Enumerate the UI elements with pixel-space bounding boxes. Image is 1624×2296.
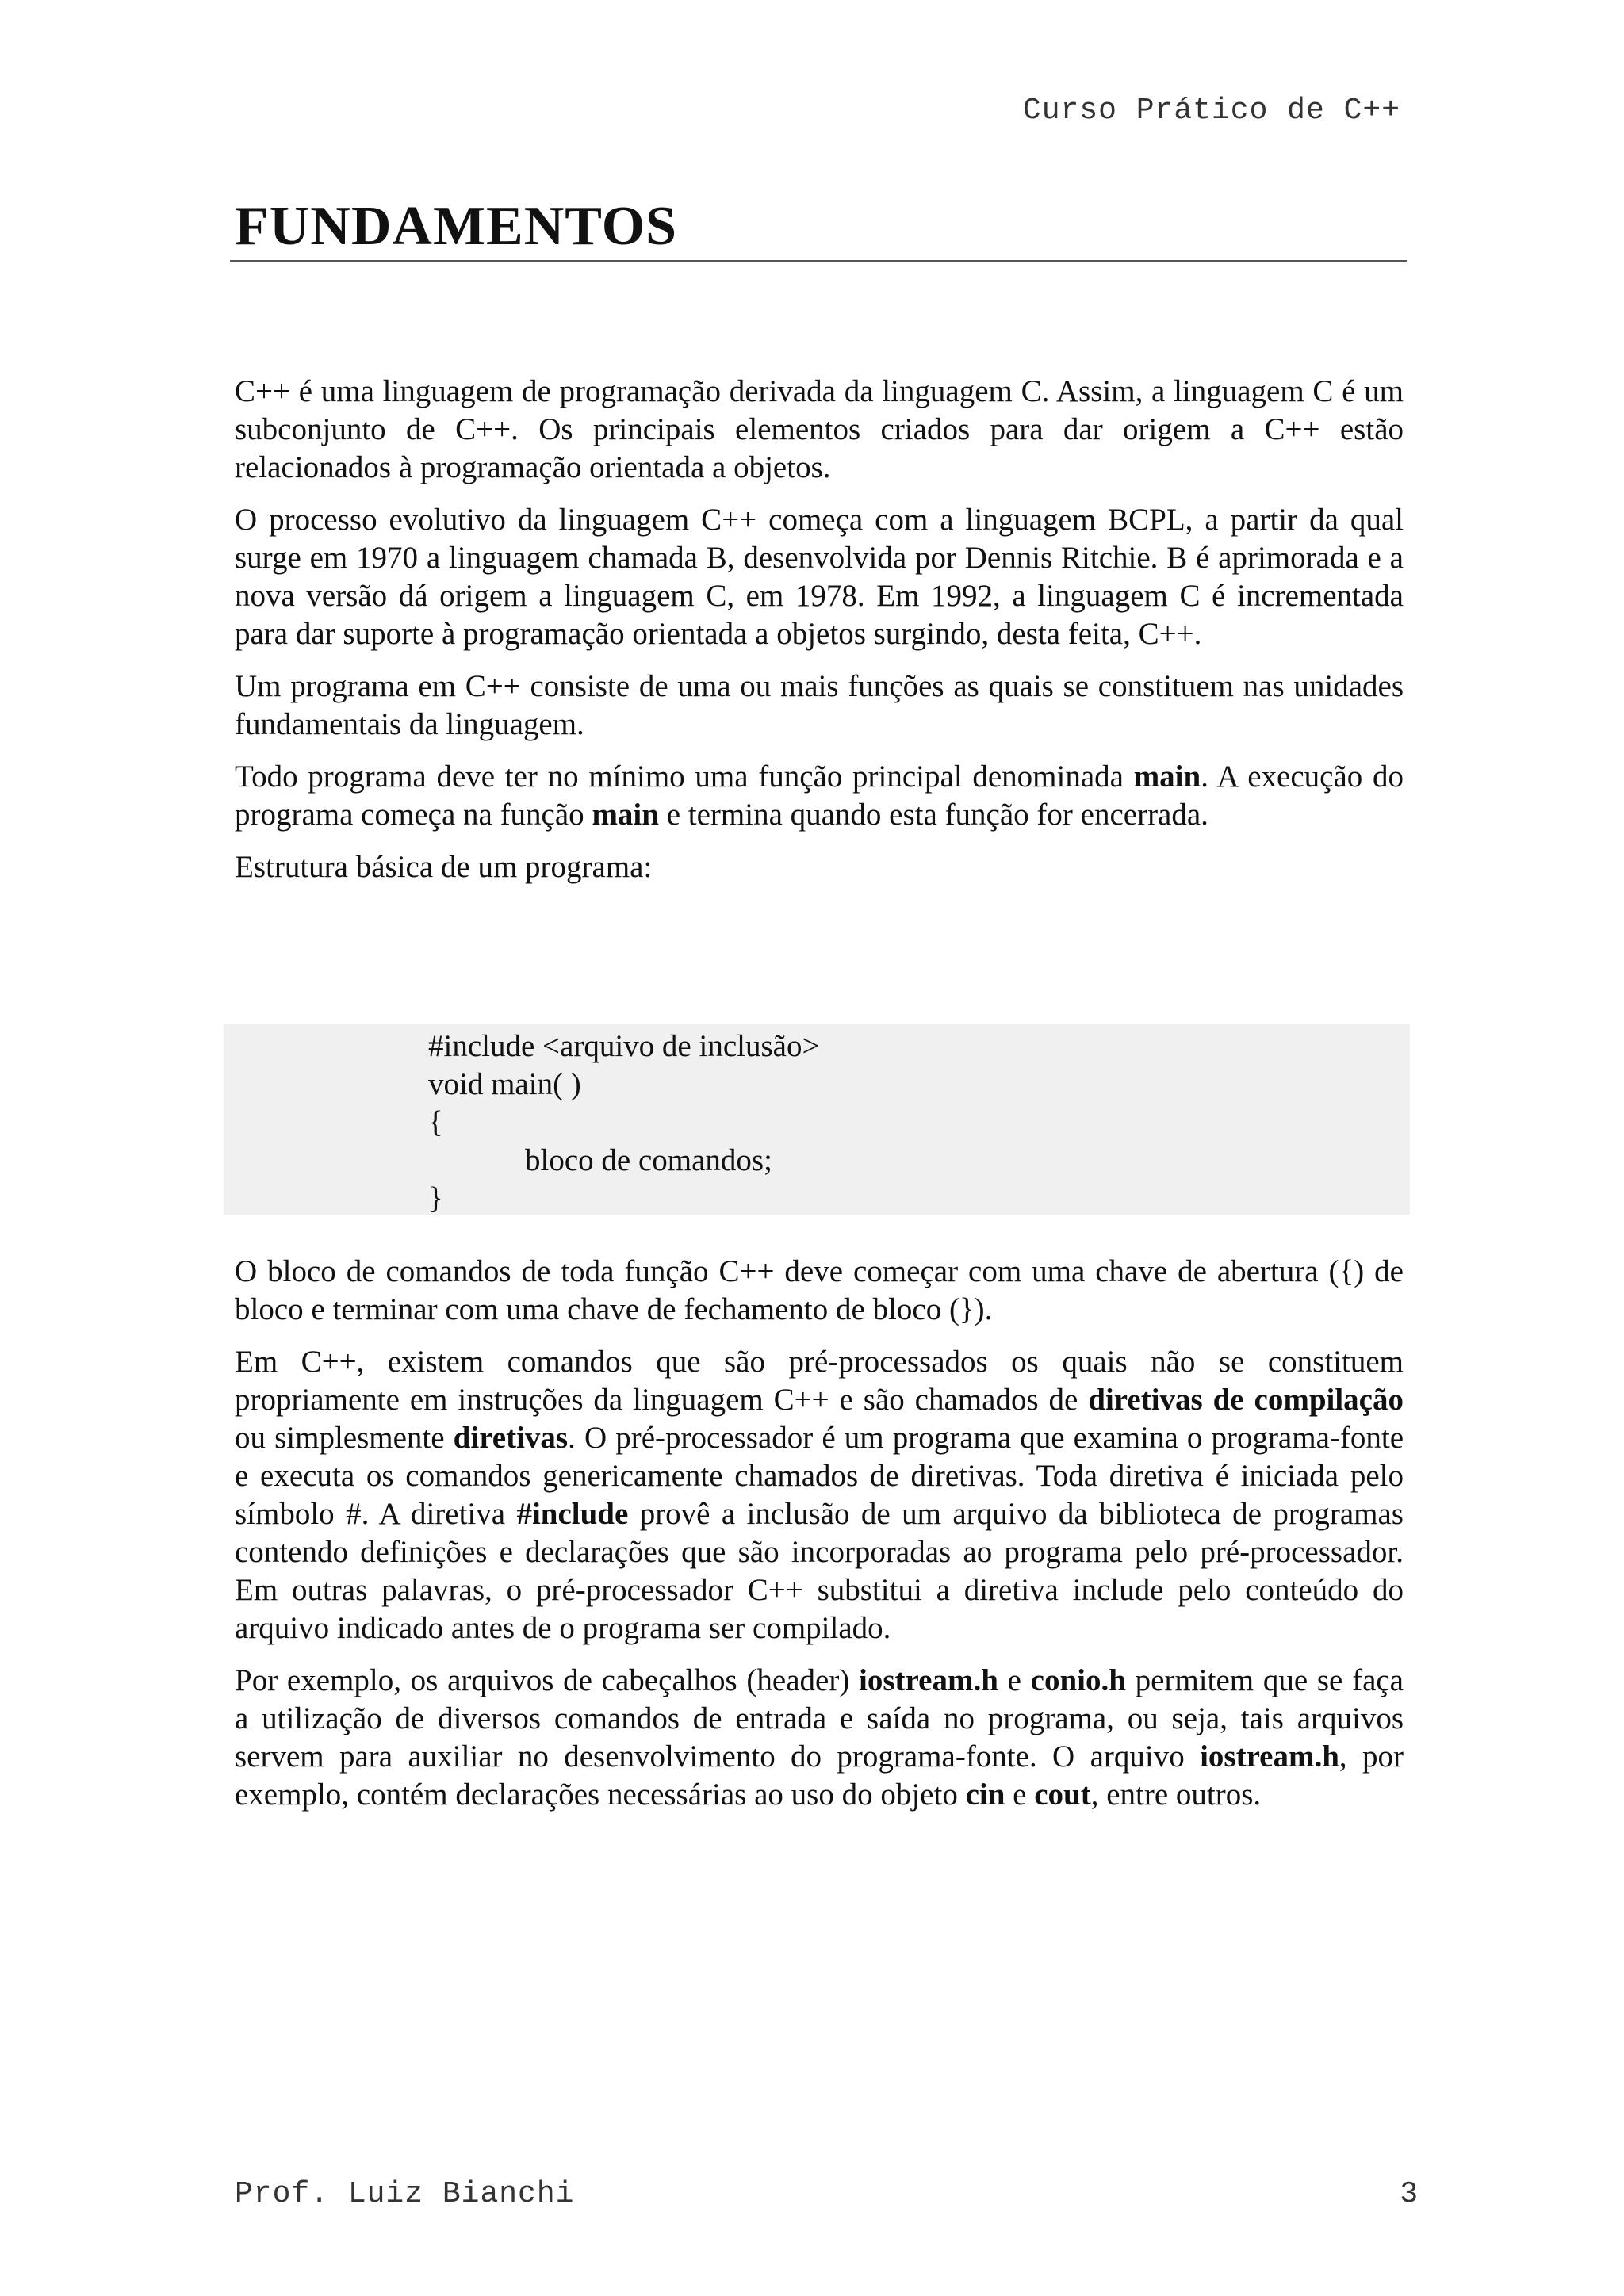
paragraph-7-bold-1: diretivas de compilação bbox=[1088, 1383, 1404, 1417]
paragraph-8-text-4: , por exemplo, contém declarações necessárias ao uso do objeto bbox=[235, 1739, 1404, 1812]
paragraph-7-text-4: provê a inclusão de um arquivo da biblioteca de programas contendo definições e declarações que são incorporadas ao programa pelo pré-processador. Em outras palavras, o pré-processador C++ substitui a diretiva include pelo conteúdo do arquivo indicado antes de o programa ser compilado. bbox=[235, 1497, 1404, 1645]
paragraph-7-bold-3: #include bbox=[516, 1497, 629, 1531]
paragraph-8-text-5: e bbox=[1005, 1777, 1035, 1812]
body-text-continued bbox=[235, 1253, 1404, 1828]
paragraph-8-text-2: e bbox=[998, 1663, 1031, 1697]
code-line-include: #include <arquivo de inclusão> bbox=[428, 1029, 820, 1063]
chapter-title: FUNDAMENTOS bbox=[235, 196, 678, 257]
paragraph-7-text-3: . O pré-processador é um programa que examina o programa-fonte e executa os comandos genericamente chamados de diretivas. Toda diretiva é iniciada pelo símbolo #. A diretiva bbox=[235, 1421, 1404, 1531]
paragraph-4-text-3: e termina quando esta função for encerrada. bbox=[658, 798, 1208, 832]
code-line-body: bloco de comandos; bbox=[525, 1143, 772, 1177]
paragraph-8-bold-2: conio.h bbox=[1030, 1663, 1126, 1697]
paragraph-1: C++ é uma linguagem de programação derivada da linguagem C. Assim, a linguagem C é um subconjunto de C++. Os principais elementos criados para dar origem a C++ estão relacionados à programação orientada a objetos. bbox=[235, 374, 1404, 484]
paragraph-6: O bloco de comandos de toda função C++ deve começar com uma chave de abertura ({) de bloco e terminar com uma chave de fechamento de bloco (}). bbox=[235, 1254, 1404, 1326]
paragraph-8-bold-1: iostream.h bbox=[859, 1663, 998, 1697]
paragraph-2: O processo evolutivo da linguagem C++ começa com a linguagem BCPL, a partir da qual surge em 1970 a linguagem chamada B, desenvolvida por Dennis Ritchie. B é aprimorada e a nova versão dá origem a linguagem C, em 1978. Em 1992, a linguagem C é incrementada para dar suporte à programação orientada a objetos surgindo, desta feita, C++. bbox=[235, 503, 1404, 651]
footer-page-number: 3 bbox=[1400, 2177, 1418, 2211]
code-line-main: void main( ) bbox=[428, 1067, 581, 1101]
paragraph-4-bold-1: main bbox=[1133, 760, 1201, 794]
code-line-close-brace: } bbox=[428, 1181, 443, 1215]
paragraph-4 bbox=[235, 758, 1404, 834]
title-rule bbox=[230, 260, 1407, 262]
paragraph-8-text-1: Por exemplo, os arquivos de cabeçalhos (header) bbox=[235, 1663, 860, 1697]
paragraph-3: Um programa em C++ consiste de uma ou mais funções as quais se constituem nas unidades fundamentais da linguagem. bbox=[235, 669, 1404, 741]
footer-author: Prof. Luiz Bianchi bbox=[235, 2177, 575, 2211]
paragraph-4-bold-2: main bbox=[592, 798, 659, 832]
paragraph-8-text-3: permitem que se faça a utilização de diversos comandos de entrada e saída no programa, ou seja, tais arquivos servem para auxiliar no desenvolvimento do programa-fonte. O arquivo bbox=[235, 1663, 1404, 1774]
paragraph-4-text-2: . A execução do programa começa na função bbox=[235, 760, 1404, 832]
paragraph-5: Estrutura básica de um programa: bbox=[235, 850, 653, 884]
running-header: Curso Prático de C++ bbox=[1022, 94, 1400, 128]
code-line-open-brace: { bbox=[428, 1105, 443, 1139]
paragraph-7-text-1: Em C++, existem comandos que são pré-processados os quais não se constituem propriamente em instruções da linguagem C++ e são chamados de bbox=[235, 1345, 1404, 1417]
paragraph-8-bold-4: cin bbox=[965, 1777, 1005, 1812]
intro-text bbox=[235, 373, 1404, 901]
paragraph-8-text-6: , entre outros. bbox=[1090, 1777, 1262, 1812]
paragraph-7-bold-2: diretivas bbox=[453, 1421, 569, 1455]
paragraph-7 bbox=[235, 1343, 1404, 1647]
paragraph-7-text-2: ou simplesmente bbox=[235, 1421, 454, 1455]
paragraph-8 bbox=[235, 1662, 1404, 1814]
paragraph-8-bold-3: iostream.h bbox=[1200, 1739, 1339, 1774]
paragraph-8-bold-5: cout bbox=[1034, 1777, 1091, 1812]
paragraph-4-text-1: Todo programa deve ter no mínimo uma função principal denominada bbox=[235, 760, 1134, 794]
